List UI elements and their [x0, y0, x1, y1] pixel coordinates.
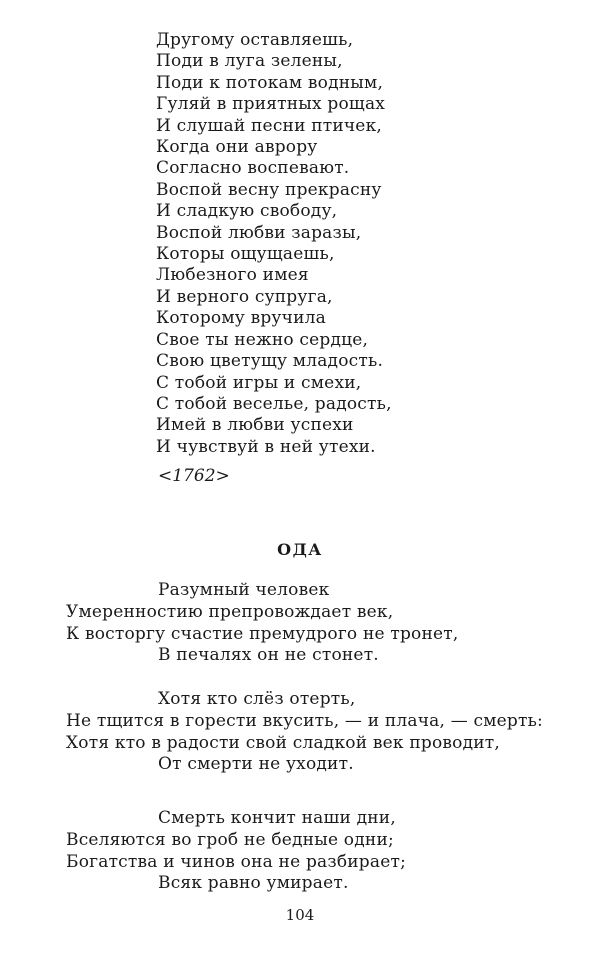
poem-line: Согласно воспевают. [156, 158, 350, 179]
ode-stanza-3 [66, 808, 406, 895]
stanza-line: Не тщится в горести вкусить, — и плача, — смерть: [66, 710, 543, 731]
page-number: 104 [285, 906, 315, 924]
poem-date: <1762> [158, 466, 230, 486]
stanza-line: От смерти не уходит. [158, 754, 354, 775]
poem-line: Воспой весну прекрасну [156, 179, 382, 200]
poem-line: Другому оставляешь, [156, 30, 354, 50]
poem-line: Свою цветущу младость. [156, 351, 384, 372]
poem-line: Свое ты нежно сердце, [156, 329, 369, 350]
stanza-line: В печалях он не стонет. [158, 645, 379, 666]
poem-line: И чувствуй в ней утехи. [156, 436, 376, 457]
ode-stanza-2 [66, 689, 543, 776]
poem-line: Когда они аврору [156, 137, 318, 158]
poem-line: Гуляй в приятных рощах [156, 94, 386, 115]
ode-stanza-1 [66, 580, 458, 667]
ode-title: ОДА [277, 540, 323, 559]
stanza-line: Богатства и чинов она не разбирает; [66, 851, 407, 872]
stanza-line: Хотя кто в радости свой сладкой век проводит, [66, 732, 500, 753]
poem-line: И слушай песни птичек, [156, 115, 382, 136]
stanza-line: Хотя кто слёз отерть, [158, 689, 356, 709]
poem-line: Любезного имея [156, 265, 309, 286]
poem-ending [156, 30, 392, 458]
stanza-line: Разумный человек [158, 580, 330, 600]
poem-line: Имей в любви успехи [156, 415, 354, 436]
stanza-line: Вселяются во гроб не бедные одни; [66, 829, 394, 850]
stanza-line: Всяк равно умирает. [158, 873, 349, 894]
poem-line: И верного супруга, [156, 286, 333, 307]
poem-line: И сладкую свободу, [156, 201, 338, 222]
poem-line: С тобой игры и смехи, [156, 372, 362, 393]
stanza-line: К восторгу счастие премудрого не тронет, [66, 623, 459, 644]
poem-line: Поди к потокам водным, [156, 72, 384, 93]
poem-line: Поди в луга зелены, [156, 51, 343, 72]
poem-line: С тобой веселье, радость, [156, 393, 392, 414]
stanza-line: Смерть кончит наши дни, [158, 808, 396, 828]
stanza-line: Умеренностию препровождает век, [66, 601, 394, 622]
poem-line: Воспой любви заразы, [156, 222, 362, 243]
poem-line: Которому вручила [156, 308, 326, 329]
poem-line: Которы ощущаешь, [156, 244, 335, 265]
